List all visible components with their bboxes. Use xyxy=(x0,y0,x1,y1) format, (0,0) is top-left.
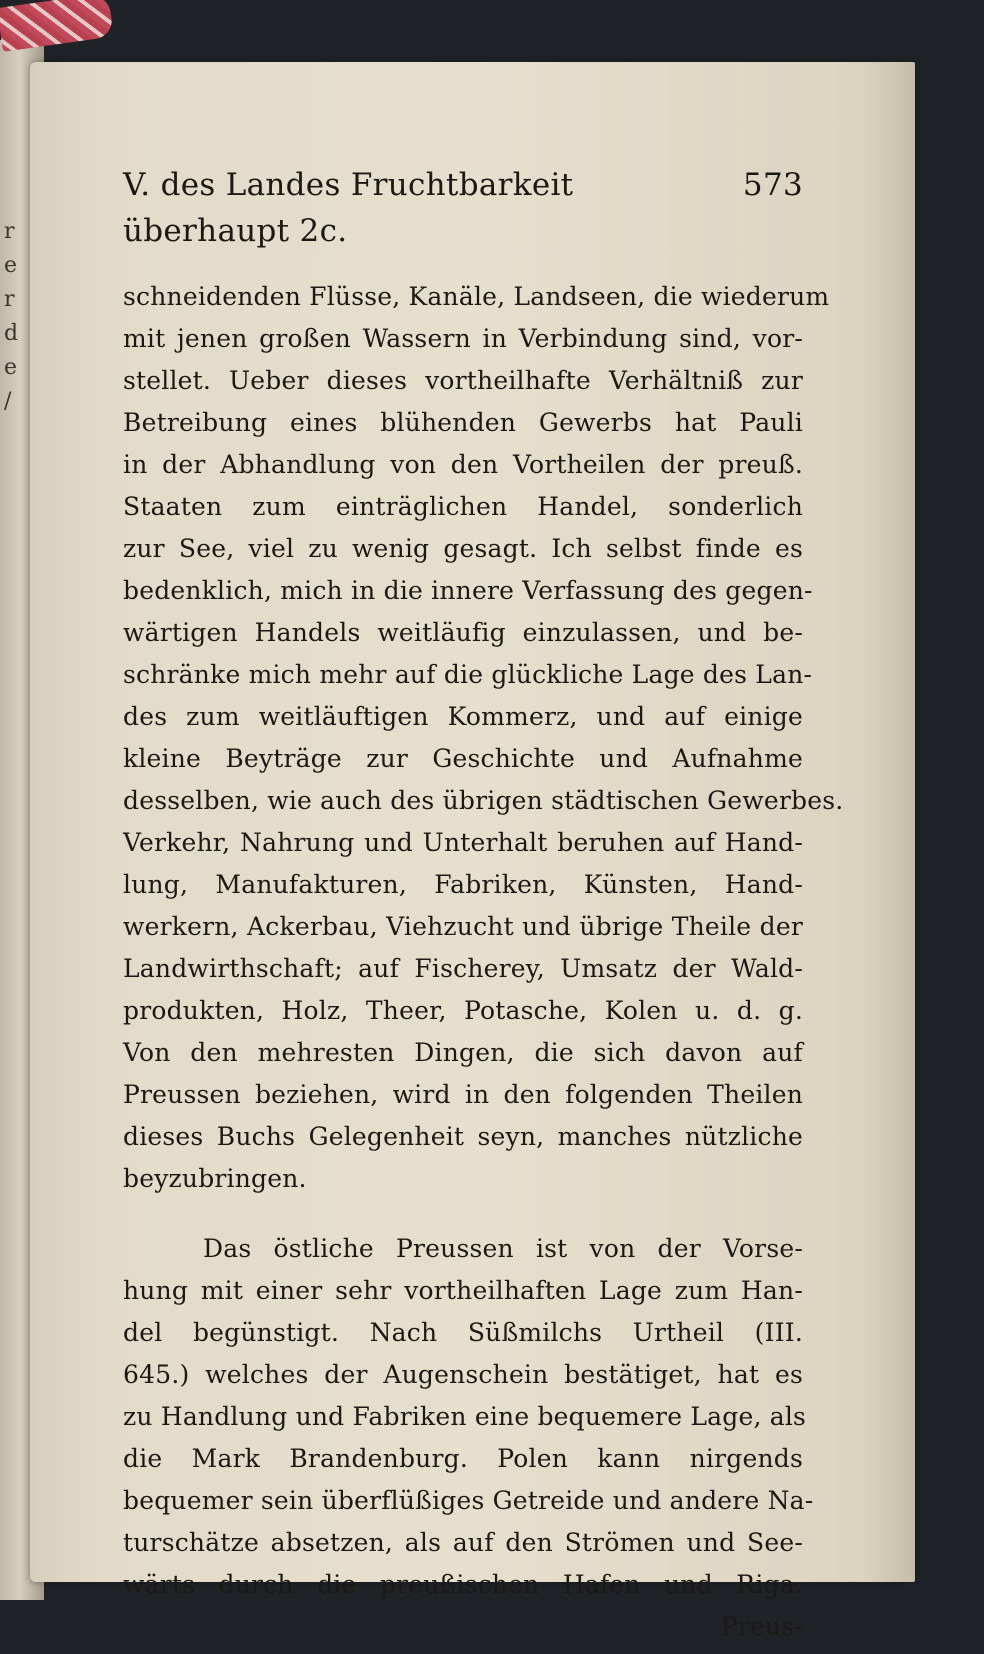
text-line: zur See, viel zu wenig gesagt. Ich selbst finde es xyxy=(123,534,803,563)
text-line: Preussen beziehen, wird in den folgenden Theilen xyxy=(123,1080,803,1109)
text-line: desselben, wie auch des übrigen städtischen Gewerbes. xyxy=(123,786,844,815)
text-line: hung mit einer sehr vortheilhaften Lage zum Han- xyxy=(123,1276,803,1305)
page-number: 573 xyxy=(742,167,803,203)
paragraph-2 xyxy=(123,1228,814,1606)
text-line: bedenklich, mich in die innere Verfassung des gegen- xyxy=(123,576,813,605)
text-line: Staaten zum einträglichen Handel, sonderlich xyxy=(123,492,803,521)
text-line: die Mark Brandenburg. Polen kann nirgends xyxy=(123,1444,803,1473)
paragraph-1 xyxy=(123,276,844,1200)
text-line: Landwirthschaft; auf Fischerey, Umsatz der Wald- xyxy=(123,954,803,983)
text-line: dieses Buchs Gelegenheit seyn, manches nützliche xyxy=(123,1122,803,1151)
bookmark-ribbon xyxy=(0,0,114,52)
text-line: mit jenen großen Wassern in Verbindung sind, vor- xyxy=(123,324,803,353)
text-line: Das östliche Preussen ist von der Vorse- xyxy=(203,1234,803,1263)
text-line: lung, Manufakturen, Fabriken, Künsten, Hand- xyxy=(123,870,803,899)
text-line: werkern, Ackerbau, Viehzucht und übrige Theile der xyxy=(123,912,803,941)
text-line: 645.) welches der Augenschein bestätiget, hat es xyxy=(123,1360,803,1389)
text-line: Von den mehresten Dingen, die sich davon auf xyxy=(123,1038,803,1067)
page-text xyxy=(123,162,844,1648)
text-line: del begünstigt. Nach Süßmilchs Urtheil (III. xyxy=(123,1318,803,1347)
text-line: schneidenden Flüsse, Kanäle, Landseen, die wiederum xyxy=(123,282,830,311)
text-line: bequemer sein überflüßiges Getreide und andere Na- xyxy=(123,1486,814,1515)
text-line: stellet. Ueber dieses vortheilhafte Verhältniß zur xyxy=(123,366,803,395)
text-line: schränke mich mehr auf die glückliche Lage des Lan- xyxy=(123,660,813,689)
running-head xyxy=(123,162,803,254)
text-line: produkten, Holz, Theer, Potasche, Kolen u. d. g. xyxy=(123,996,803,1025)
book-page xyxy=(30,62,915,1641)
text-line: wärts durch die preußischen Hafen und Riga. xyxy=(123,1570,803,1599)
text-line: kleine Beyträge zur Geschichte und Aufnahme xyxy=(123,744,803,773)
text-line: beyzubringen. xyxy=(123,1164,307,1193)
text-line: wärtigen Handels weitläufig einzulassen, und be- xyxy=(123,618,803,647)
text-line: des zum weitläuftigen Kommerz, und auf einige xyxy=(123,702,803,731)
text-line: in der Abhandlung von den Vortheilen der preuß. xyxy=(123,450,803,479)
text-line: turschätze absetzen, als auf den Strömen und See- xyxy=(123,1528,803,1557)
paragraph-gap xyxy=(123,1200,803,1228)
catchword: Preus- xyxy=(720,1612,803,1641)
text-line: Verkehr, Nahrung und Unterhalt beruhen auf Hand- xyxy=(123,828,803,857)
previous-page-letter-fragments: r e r d e / xyxy=(4,219,19,414)
text-line: Betreibung eines blühenden Gewerbs hat Pauli xyxy=(123,408,803,437)
running-head-title: V. des Landes Fruchtbarkeit überhaupt 2c. xyxy=(123,167,574,249)
text-line: zu Handlung und Fabriken eine bequemere Lage, als xyxy=(123,1402,807,1431)
